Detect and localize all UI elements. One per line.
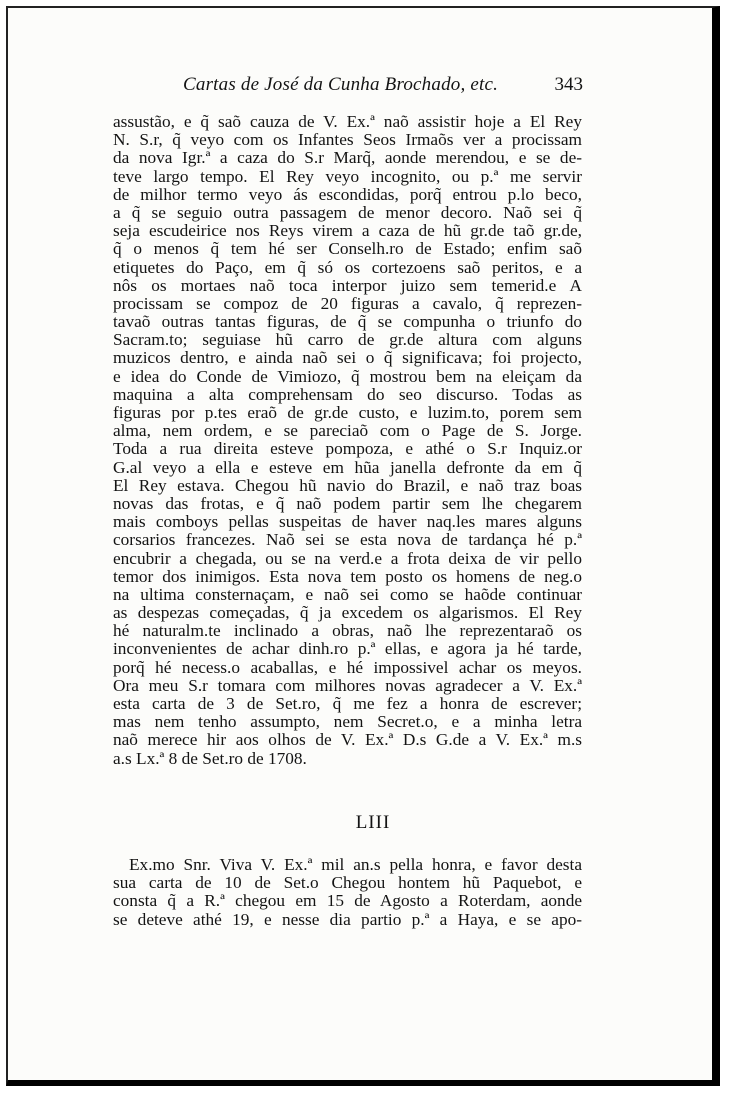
text-line: mas nem tenho assumpto, nem Secret.o, e a minha letra bbox=[113, 712, 582, 732]
text-line: procissam se compoz de 20 figuras a cavalo, q̃ reprezen- bbox=[113, 293, 582, 313]
letter-lii-body bbox=[113, 856, 582, 929]
text-line: esta carta de 3 de Set.ro, q̃ me fez a honra de escrever; bbox=[113, 694, 582, 713]
text-line: q̃ o menos q̃ tem hé ser Conselh.ro de Estado; enfim saõ bbox=[113, 239, 582, 259]
page bbox=[6, 6, 720, 1086]
letter-body bbox=[113, 113, 582, 768]
text-line: seja escudeirice nos Reys virem a caza de hũ gr.de taõ gr.de, bbox=[113, 221, 582, 241]
text-line: sua carta de 10 de Set.o Chegou hontem hũ Paquebot, e bbox=[113, 873, 582, 893]
text-line: se deteve athé 19, e nesse dia partio p.ª a Haya, e se apo- bbox=[113, 909, 582, 929]
text-line: a.s Lx.ª 8 de Set.ro de 1708. bbox=[113, 748, 307, 768]
text-line: figuras por p.tes eraõ de gr.de custo, e luzim.to, porem sem bbox=[113, 403, 582, 422]
text-line: as despezas começadas, q̃ ja excedem os algarismos. El Rey bbox=[113, 603, 582, 623]
text-line: naõ merece hir aos olhos de V. Ex.ª D.s G.de a V. Ex.ª m.s bbox=[113, 730, 582, 750]
text-line: etiquetes do Paço, em q̃ só os cortezoens saõ peritos, e a bbox=[113, 257, 582, 277]
text-line: da nova Igr.ª a caza do S.r Marq̃, aonde merendou, e se de- bbox=[113, 148, 582, 168]
text-line: Ora meu S.r tomara com milhores novas agradecer a V. Ex.ª bbox=[113, 675, 582, 695]
section-heading: LIII bbox=[355, 812, 391, 833]
text-line: teve largo tempo. El Rey veyo incognito, ou p.ª me servir bbox=[113, 166, 582, 186]
text-line: tavaõ outras tantas figuras, de q̃ se compunha o triunfo do bbox=[113, 312, 582, 332]
text-line: mais comboys pellas suspeitas de haver naq.les mares alguns bbox=[113, 512, 582, 532]
text-line: assustão, e q̃ saõ cauza de V. Ex.ª naõ assistir hoje a El Rey bbox=[113, 112, 582, 131]
text-line: El Rey estava. Chegou hũ navio do Brazil, e naõ traz boas bbox=[113, 475, 582, 495]
page-number: 343 bbox=[554, 74, 583, 95]
text-line: inconvenientes de achar dinh.ro p.ª ellas, e agora ja hé tarde, bbox=[113, 639, 582, 659]
text-line: de milhor termo veyo ás escondidas, porq̃ entrou p.lo beco, bbox=[113, 184, 582, 204]
running-header bbox=[113, 74, 583, 98]
text-line: corsarios francezes. Naõ sei se esta nova de tardança hé p.ª bbox=[113, 530, 582, 550]
text-line: N. S.r, q̃ veyo com os Infantes Seos Irmaõs ver a procissam bbox=[113, 130, 582, 150]
text-line: G.al veyo a ella e esteve em hũa janella defronte da em q̃ bbox=[113, 457, 582, 477]
text-line: alma, nem ordem, e se pareciaõ com o Page de S. Jorge. bbox=[113, 421, 582, 441]
text-line: na ultima consternaçam, e naõ sei como se haõde continuar bbox=[113, 584, 582, 604]
text-line: a q̃ se seguio outra passagem de menor decoro. Naõ sei q̃ bbox=[113, 202, 582, 222]
text-line: muzicos dentro, e ainda naõ sei o q̃ significava; foi projecto, bbox=[113, 348, 582, 368]
text-line: e idea do Conde de Vimiozo, q̃ mostrou bem na eleiçam da bbox=[113, 366, 582, 386]
text-line: maquina a alta comprehensam do seo discurso. Todas as bbox=[113, 384, 582, 404]
text-line: nôs os mortaes naõ toca interpor juizo sem temerid.e A bbox=[113, 275, 582, 295]
text-line: hé naturalm.te inclinado a obras, naõ lhe reprezentaraõ os bbox=[113, 621, 582, 641]
text-line: Toda a rua direita esteve pompoza, e athé o S.r Inquiz.or bbox=[113, 439, 582, 459]
text-line: encubrir a chegada, ou se na verd.e a frota deixa de vir pello bbox=[113, 548, 582, 568]
text-line: novas das frotas, e q̃ naõ podem partir sem lhe chegarem bbox=[113, 493, 582, 513]
text-line: temor dos inimigos. Esta nova tem posto os homens de neg.o bbox=[113, 566, 582, 586]
text-line: consta q̃ a R.ª chegou em 15 de Agosto a Roterdam, aonde bbox=[113, 891, 582, 911]
text-line: porq̃ hé necess.o acaballas, e hé impossivel achar os meyos. bbox=[113, 657, 582, 677]
running-title: Cartas de José da Cunha Brochado, etc. bbox=[183, 74, 499, 95]
text-line: Sacram.to; seguiase hũ carro de gr.de altura com alguns bbox=[113, 330, 582, 350]
text-line: Ex.mo Snr. Viva V. Ex.ª mil an.s pella honra, e favor desta bbox=[129, 855, 582, 874]
